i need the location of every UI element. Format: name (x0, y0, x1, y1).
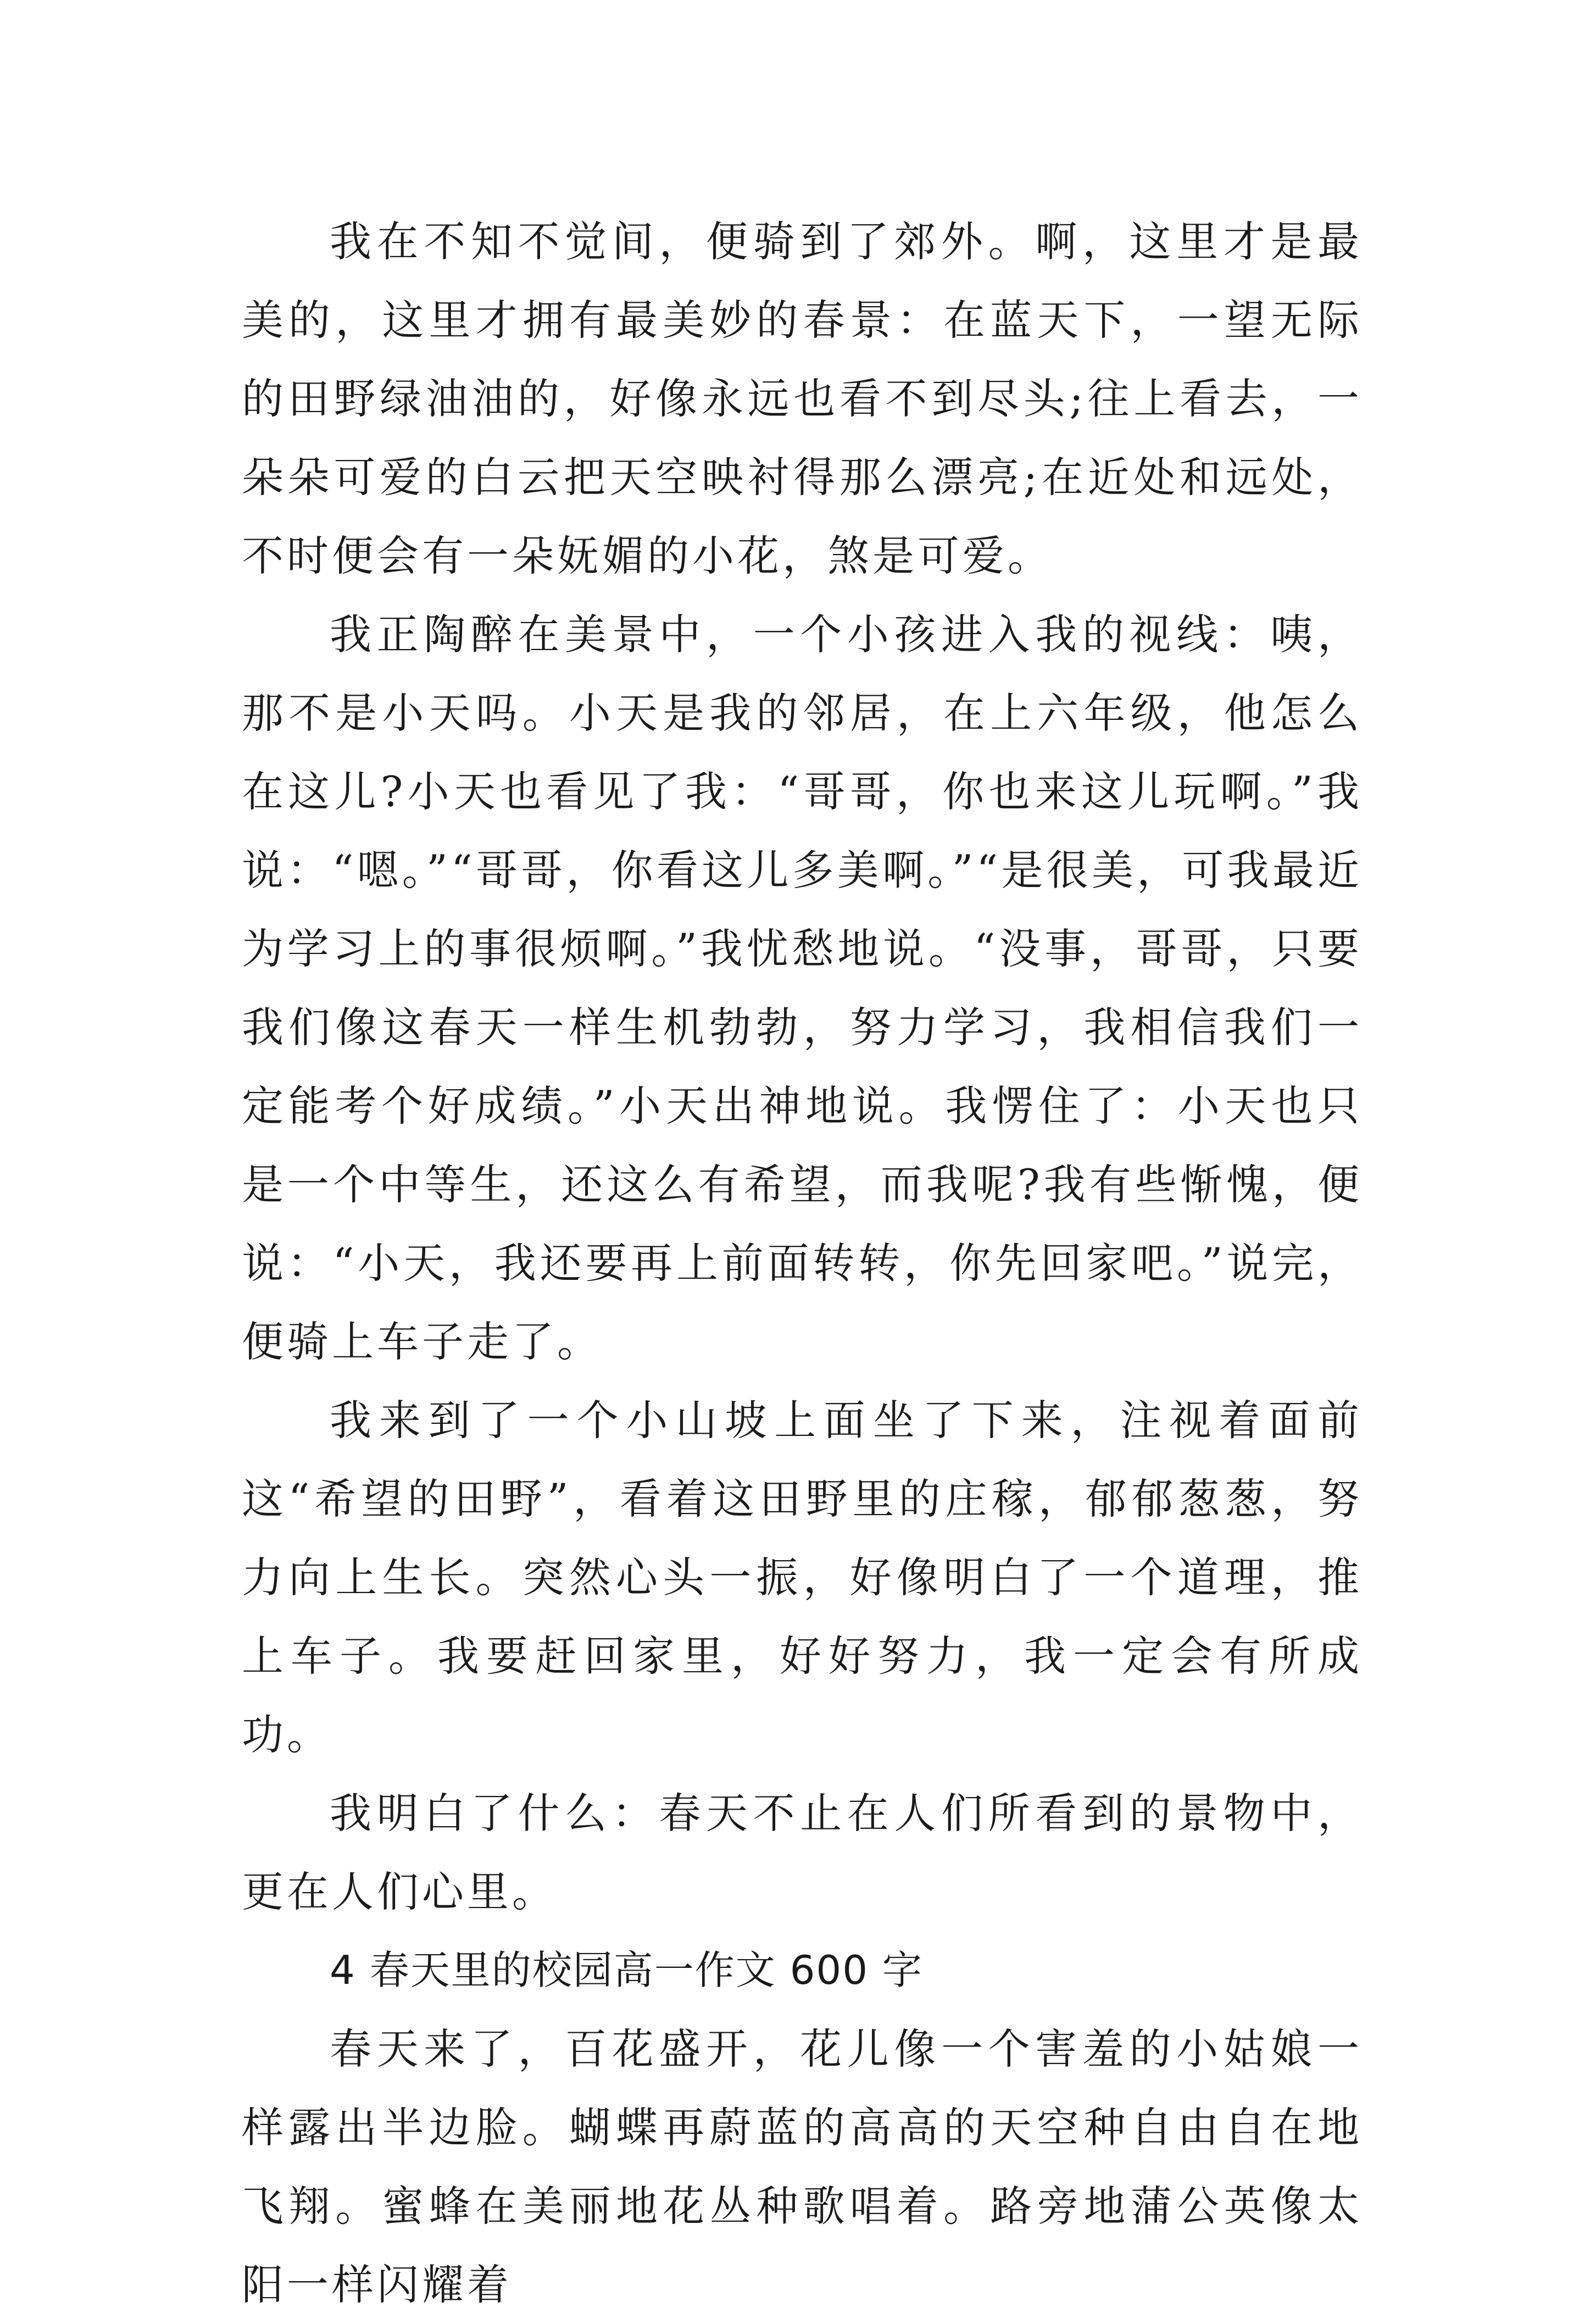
section-paragraph: 春天来了，百花盛开，花儿像一个害羞的小姑娘一样露出半边脸。蝴蝶再蔚蓝的高高的天空种自由自在地飞翔。蜜蜂在美丽地花丛种歌唱着。路旁地蒲公英像太阳一样闪耀着 (242, 2025, 1363, 2309)
section-heading: 4 春天里的校园高一作文 600 字 (330, 1947, 923, 1993)
paragraph-4: 我明白了什么：春天不止在人们所看到的景物中，更在人们心里。 (242, 1789, 1363, 1916)
document-body (242, 202, 1363, 2324)
paragraph-1: 我在不知不觉间，便骑到了郊外。啊，这里才是最美的，这里才拥有最美妙的春景：在蓝天下，一望无际的田野绿油油的，好像永远也看不到尽头;往上看去，一朵朵可爱的白云把天空映衬得那么漂亮;在近处和远处，不时便会有一朵妩媚的小花，煞是可爱。 (242, 217, 1363, 580)
paragraph-3: 我来到了一个小山坡上面坐了下来，注视着面前这“希望的田野”，看着这田野里的庄稼，郁郁葱葱，努力向上生长。突然心头一振，好像明白了一个道理，推上车子。我要赶回家里，好好努力，我一定会有所成功。 (242, 1396, 1363, 1759)
paragraph-2: 我正陶醉在美景中，一个小孩进入我的视线：咦，那不是小天吗。小天是我的邻居，在上六年级，他怎么在这儿?小天也看见了我：“哥哥，你也来这儿玩啊。”我说：“嗯。”“哥哥，你看这儿多美啊。”“是很美，可我最近为学习上的事很烦啊。”我忧愁地说。“没事，哥哥，只要我们像这春天一样生机勃勃，努力学习，我相信我们一定能考个好成绩。”小天出神地说。我愣住了：小天也只是一个中等生，还这么有希望，而我呢?我有些惭愧，便说：“小天，我还要再上前面转转，你先回家吧。”说完，便骑上车子走了。 (242, 610, 1363, 1366)
